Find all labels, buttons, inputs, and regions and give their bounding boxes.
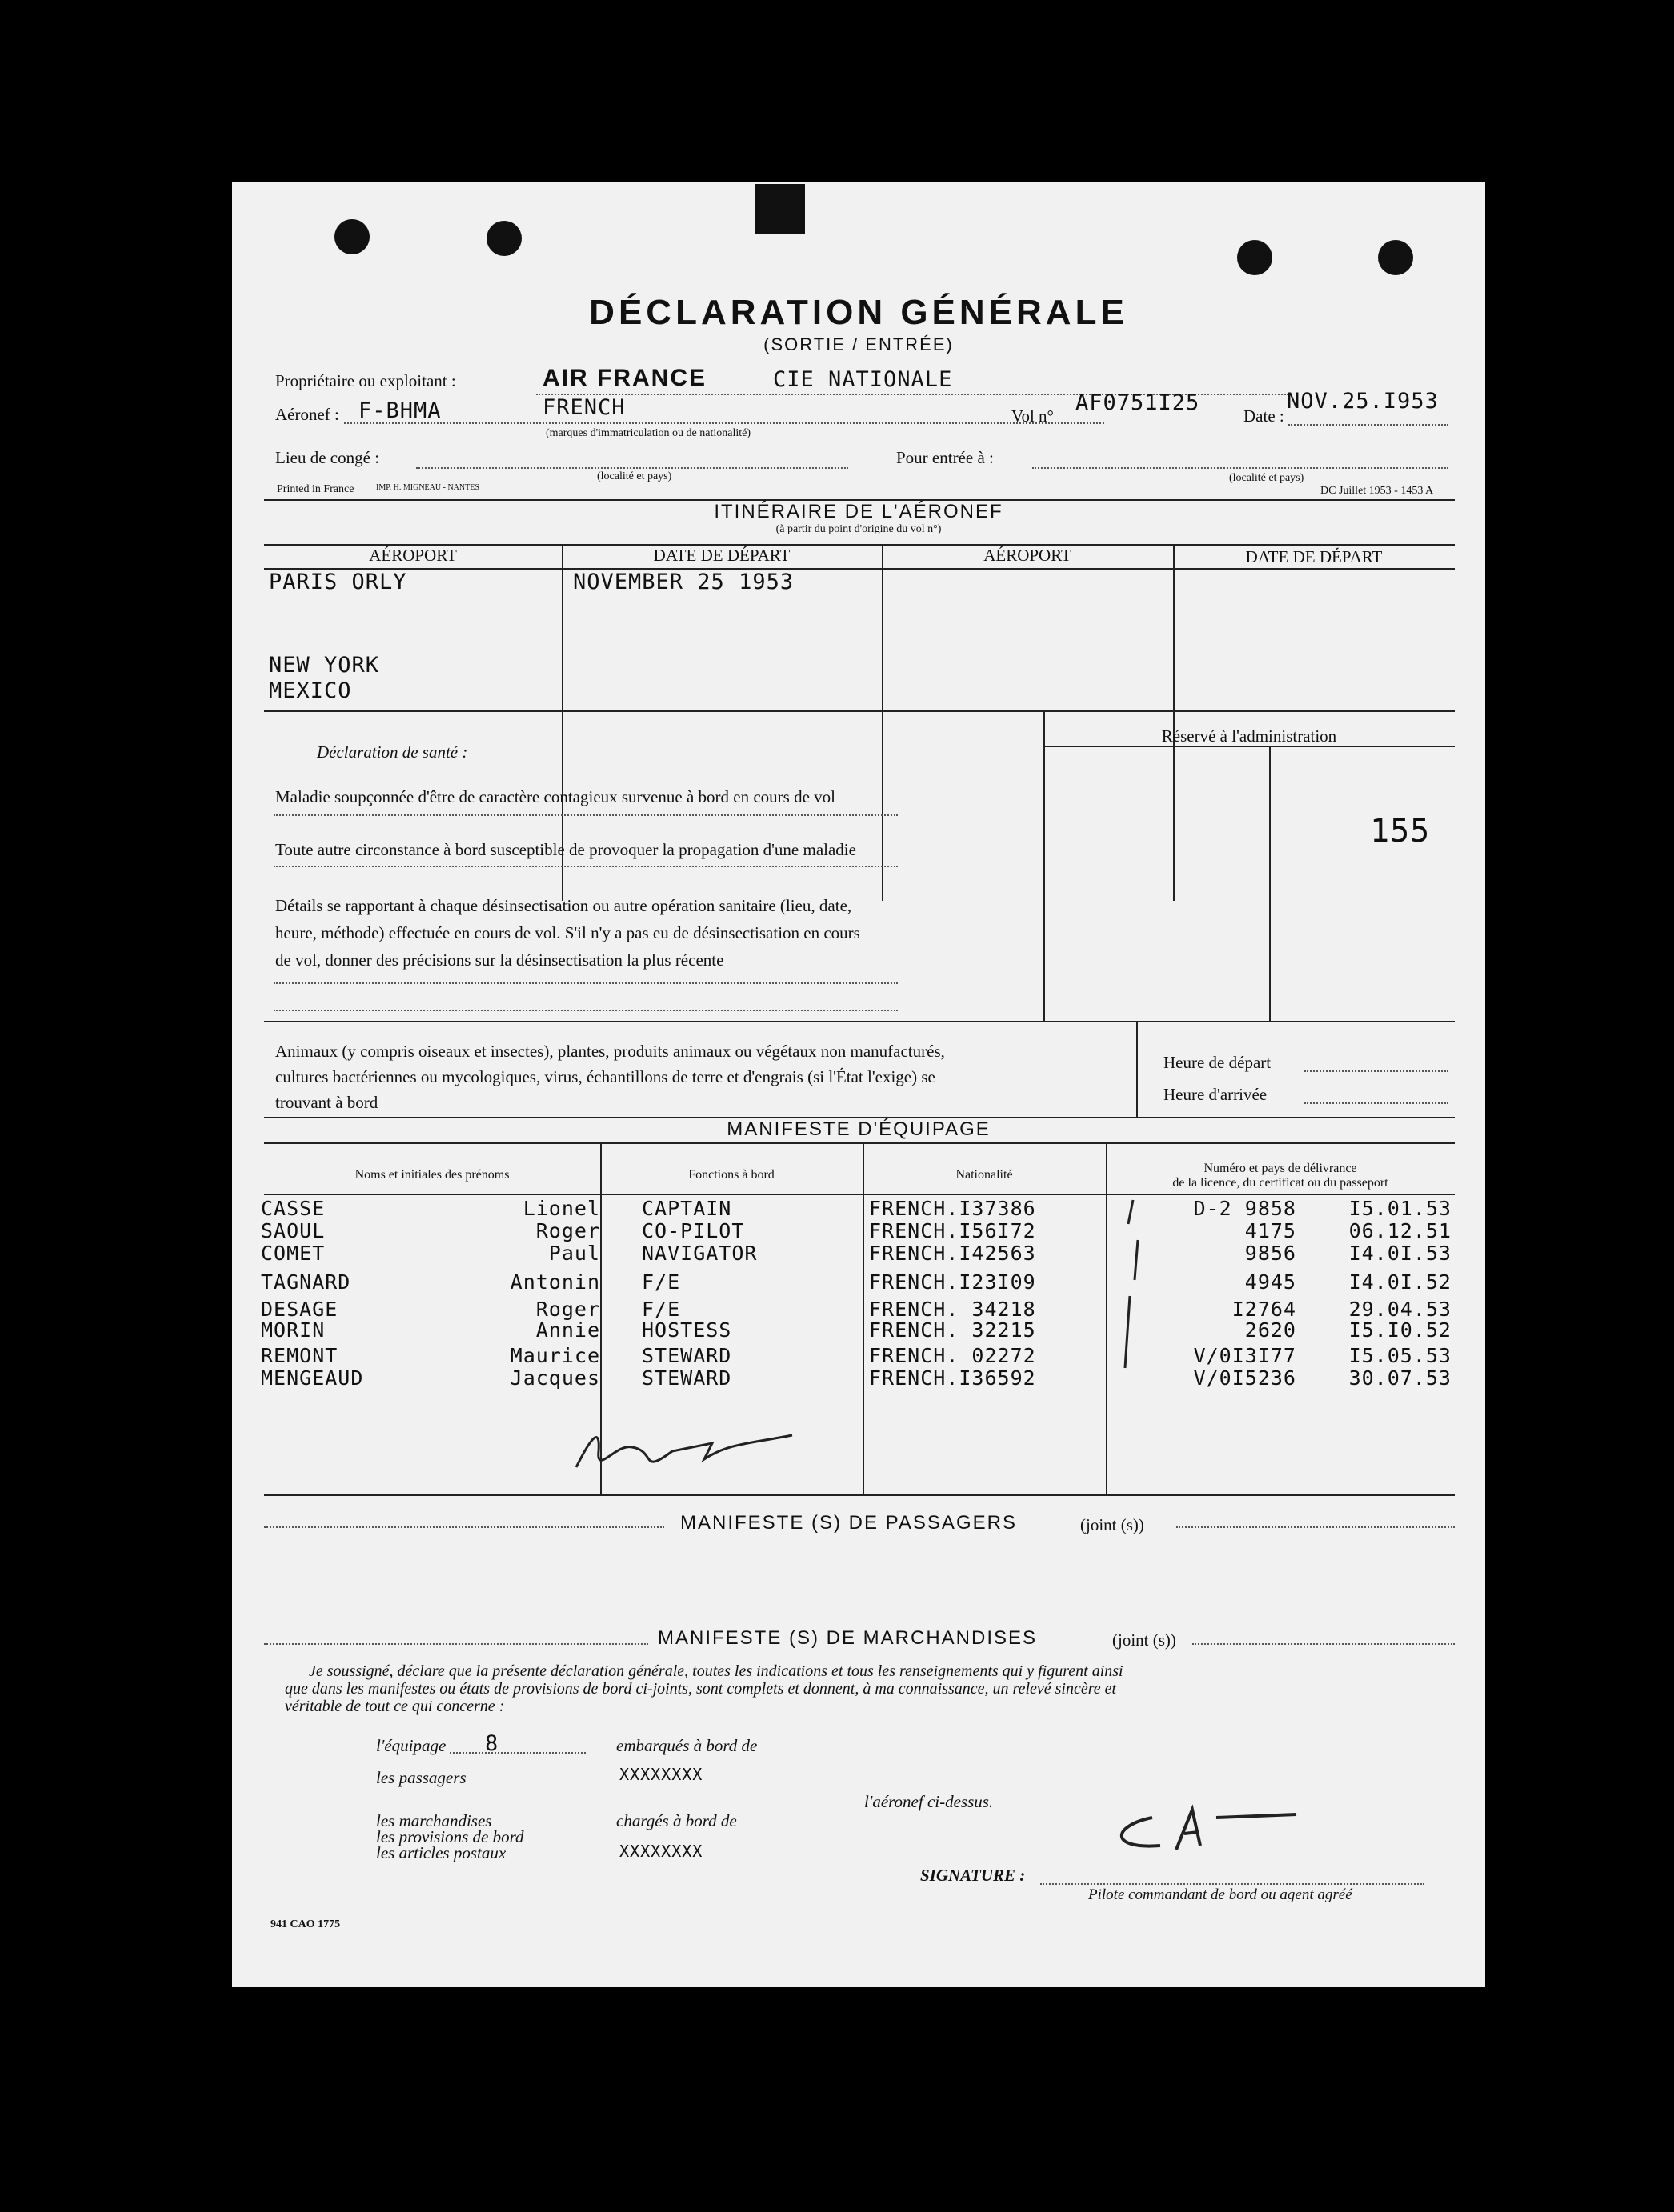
entry-label: Pour entrée à : [896,448,994,467]
owner-value: AIR FRANCE [543,365,707,391]
crew-cell-function: STEWARD [642,1344,732,1367]
declaration-p1: Je soussigné, déclare que la présente déclaration générale, toutes les indications et tous les renseignements qui y figurent ainsi [309,1662,1123,1680]
crew-cell-surname: SAOUL [261,1219,326,1242]
passengers-count: XXXXXXXX [619,1765,703,1784]
crew-cell-first: Antonin [510,1270,600,1294]
goods-title: MANIFESTE (S) DE MARCHANDISES [658,1627,1038,1649]
health-line-3a: Détails se rapportant à chaque désinsectisation ou autre opération sanitaire (lieu, date, [275,896,852,915]
loaded-value: XXXXXXXX [619,1842,703,1861]
crew-cell-nationality: FRENCH.I36592 [869,1366,1036,1390]
loaded-label: chargés à bord de [616,1811,737,1830]
goods-joint: (joint (s)) [1112,1630,1176,1650]
crew-header-nationality: Nationalité [955,1168,1013,1182]
crew-cell-surname: DESAGE [261,1298,338,1321]
crew-cell-nationality: FRENCH.I37386 [869,1197,1036,1220]
punch-hole [487,221,522,256]
crew-cell-number: V/0I3I77 [1193,1344,1296,1367]
form-title: DÉCLARATION GÉNÉRALE [589,293,1128,332]
printer-right: DC Juillet 1953 - 1453 A [1320,485,1434,497]
crew-cell-first: Roger [535,1219,600,1242]
aircraft-registration: F-BHMA [358,398,442,423]
itinerary-note: (à partir du point d'origine du vol n°) [775,523,942,535]
health-line-3c: de vol, donner des précisions sur la désinsectisation la plus récente [275,950,724,970]
aircraft-nationality: FRENCH [543,395,626,420]
crew-cell-surname: REMONT [261,1344,338,1367]
mail-label: les articles postaux [376,1843,507,1862]
crew-cell-function: F/E [642,1298,681,1321]
crew-cell-function: F/E [642,1270,681,1294]
crew-cell-function: NAVIGATOR [642,1242,758,1265]
itinerary-airport-mexico: MEXICO [269,678,352,703]
punch-hole [1378,240,1413,275]
crew-cell-first: Lionel [523,1197,600,1220]
crew-cell-number: 2620 [1244,1318,1296,1342]
embarked-label: embarqués à bord de [616,1736,758,1755]
crew-cell-nationality: FRENCH.I23I09 [869,1270,1036,1294]
crew-cell-date: 06.12.51 [1348,1219,1452,1242]
binding-clip [755,184,805,234]
passengers-joint: (joint (s)) [1080,1515,1144,1534]
crew-cell-date: 29.04.53 [1348,1298,1452,1321]
declaration-p2: que dans les manifestes ou états de provisions de bord ci-joints, sont complets et donnent, à ma connaissance, un relevé sincère et [285,1680,1117,1698]
punch-hole [1237,240,1272,275]
crew-cell-number: D-2 9858 [1193,1197,1296,1220]
crew-cell-date: I4.0I.52 [1348,1270,1452,1294]
crew-cell-nationality: FRENCH.I42563 [869,1242,1036,1265]
crew-cell-function: STEWARD [642,1366,732,1390]
crew-header-function: Fonctions à bord [688,1168,775,1182]
crew-cell-first: Annie [535,1318,600,1342]
crew-cell-number: V/0I5236 [1193,1366,1296,1390]
departure-time-label: Heure de départ [1163,1053,1272,1072]
crew-cell-surname: MENGEAUD [261,1366,364,1390]
animals-line-a: Animaux (y compris oiseaux et insectes), plantes, produits animaux ou végétaux non manufacturés, [275,1042,945,1061]
entry-note: (localité et pays) [1229,472,1304,484]
passengers-count-label: les passagers [376,1768,467,1787]
flight-number: AF0751I25 [1075,390,1200,415]
crew-cell-number: 9856 [1244,1242,1296,1265]
crew-cell-nationality: FRENCH. 34218 [869,1298,1036,1321]
handwritten-initials [568,1419,808,1483]
crew-cell-number: 4945 [1244,1270,1296,1294]
crew-cell-function: HOSTESS [642,1318,732,1342]
crew-cell-first: Roger [535,1298,600,1321]
health-title: Déclaration de santé : [317,742,468,762]
signature-caption: Pilote commandant de bord ou agent agréé [1088,1886,1352,1903]
crew-cell-date: 30.07.53 [1348,1366,1452,1390]
itinerary-date: NOVEMBER 25 1953 [573,570,795,594]
owner-value-2: CIE NATIONALE [773,367,953,392]
crew-cell-nationality: FRENCH. 32215 [869,1318,1036,1342]
admin-title: Réservé à l'administration [1161,726,1337,746]
itinerary-header-date-1: DATE DE DÉPART [653,546,791,565]
crew-count-label: l'équipage [376,1736,447,1755]
crew-cell-date: I5.05.53 [1348,1344,1452,1367]
itinerary-airport-paris: PARIS ORLY [269,570,407,594]
crew-cell-function: CO-PILOT [642,1219,745,1242]
crew-header-name: Noms et initiales des prénoms [354,1168,510,1182]
form-code: 941 CAO 1775 [270,1918,341,1930]
crew-cell-surname: COMET [261,1242,326,1265]
departure-place-label: Lieu de congé : [275,448,380,467]
itinerary-header-airport-2: AÉROPORT [983,546,1071,565]
crew-header-license-1: Numéro et pays de délivrance [1203,1162,1357,1175]
passengers-title: MANIFESTE (S) DE PASSAGERS [680,1512,1017,1534]
crew-cell-surname: MORIN [261,1318,326,1342]
crew-cell-date: I5.01.53 [1348,1197,1452,1220]
crew-cell-first: Paul [548,1242,600,1265]
form-subtitle: (SORTIE / ENTRÉE) [763,334,954,354]
crew-cell-first: Jacques [510,1366,600,1390]
signature-label: SIGNATURE : [920,1866,1026,1885]
crew-cell-nationality: FRENCH.I56I72 [869,1219,1036,1242]
crew-cell-number: I2764 [1231,1298,1296,1321]
provisions-label: les provisions de bord [376,1827,524,1846]
health-line-1: Maladie soupçonnée d'être de caractère contagieux survenue à bord en cours de vol [275,787,835,806]
arrival-time-label: Heure d'arrivée [1163,1085,1268,1104]
itinerary-header-airport-1: AÉROPORT [369,546,457,565]
handwritten-marks [1106,1192,1170,1432]
crew-cell-surname: CASSE [261,1197,326,1220]
crew-cell-nationality: FRENCH. 02272 [869,1344,1036,1367]
health-line-2: Toute autre circonstance à bord susceptible de provoquer la propagation d'une maladie [275,840,856,859]
owner-label: Propriétaire ou exploitant : [275,371,456,390]
aircraft-label: Aéronef : [275,405,339,424]
crew-cell-first: Maurice [510,1344,600,1367]
date-label: Date : [1243,406,1284,426]
animals-line-c: trouvant à bord [275,1093,378,1112]
aircraft-above-label: l'aéronef ci-dessus. [864,1792,994,1811]
itinerary-airport-newyork: NEW YORK [269,653,380,678]
itinerary-title: ITINÉRAIRE DE L'AÉRONEF [714,501,1003,522]
admin-number: 155 [1370,813,1431,850]
departure-place-note: (localité et pays) [597,470,672,482]
date-value: NOV.25.I953 [1287,389,1439,414]
crew-cell-date: I4.0I.53 [1348,1242,1452,1265]
crew-header-license-2: de la licence, du certificat ou du passeport [1172,1176,1388,1190]
crew-cell-surname: TAGNARD [261,1270,351,1294]
punch-hole [334,219,370,254]
health-line-3b: heure, méthode) effectuée en cours de vol. S'il n'y a pas eu de désinsectisation en cours [275,923,860,942]
crew-title: MANIFESTE D'ÉQUIPAGE [727,1118,991,1140]
itinerary-header-date-2: DATE DE DÉPART [1245,547,1383,566]
printer-left: Printed in France [277,483,354,495]
flight-label: Vol n° [1011,406,1054,426]
declaration-p3: véritable de tout ce qui concerne : [285,1698,505,1715]
crew-count: 8 [485,1731,499,1756]
crew-cell-date: I5.I0.52 [1348,1318,1452,1342]
crew-cell-function: CAPTAIN [642,1197,732,1220]
printer-left-2: IMP. H. MIGNEAU - NANTES [376,483,479,492]
goods-count-label: les marchandises [376,1811,492,1830]
captain-signature [1104,1802,1312,1866]
aircraft-note: (marques d'immatriculation ou de nationalité) [546,427,751,439]
crew-cell-number: 4175 [1244,1219,1296,1242]
animals-line-b: cultures bactériennes ou mycologiques, virus, échantillons de terre et d'engrais (si l'État l'exige) se [275,1067,935,1086]
declaration-document [232,182,1485,1987]
